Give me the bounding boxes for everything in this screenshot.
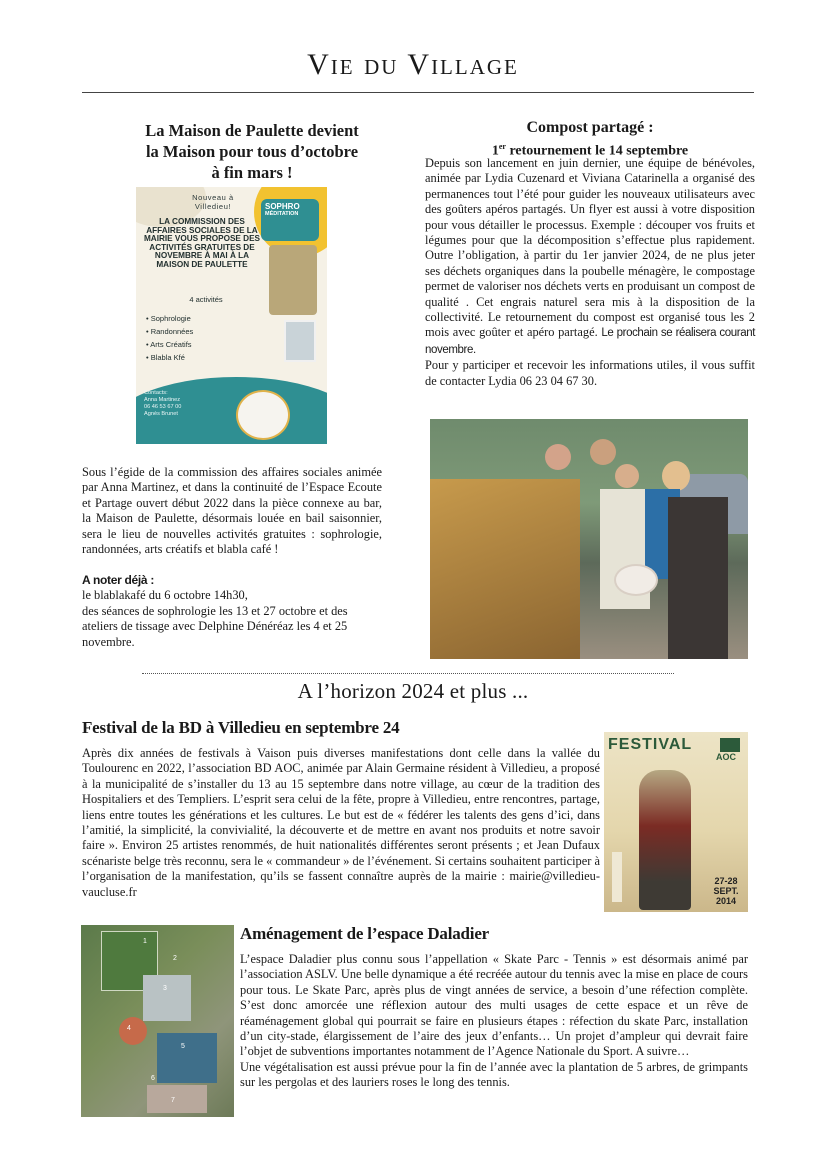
note-line-1: le blablakafé du 6 octobre 14h30, <box>82 588 248 603</box>
note-line-2: des séances de sophrologie les 13 et 27 octobre et des ateliers de tissage avec Delphine Dénéréaz les 4 et 25 novembre. <box>82 603 348 649</box>
flyer-activity-item: • Sophrologie <box>146 314 191 323</box>
poster-title: FESTIVAL <box>608 736 693 753</box>
contact-name-2: Agnès Brunet <box>144 411 178 417</box>
flyer-activity-item: • Blabla Kfé <box>146 353 185 362</box>
compost-paragraph-2: Pour y participer et recevoir les informations utiles, il vous suffit de contacter Lydia 06 23 04 67 30. <box>425 358 755 388</box>
activity-label: Arts Créatifs <box>150 340 192 349</box>
poster-date-year: 2014 <box>715 896 737 906</box>
map-label: 6 <box>151 1075 155 1082</box>
paulette-title-line3: à fin mars ! <box>211 163 293 182</box>
flyer-activity-list <box>146 312 241 364</box>
map-label: 4 <box>127 1025 131 1032</box>
activity-label: Blabla Kfé <box>150 353 185 362</box>
contact-name-1: Anna Martinez <box>144 397 181 403</box>
map-parking <box>147 1085 207 1113</box>
map-label: 5 <box>181 1043 185 1050</box>
map-label: 3 <box>163 985 167 992</box>
poster-column <box>612 852 622 902</box>
activities-flyer <box>136 187 327 444</box>
person-head <box>615 464 639 488</box>
compost-body <box>425 156 755 389</box>
paulette-note <box>82 573 382 650</box>
festival-title: Festival de la BD à Villedieu en septembre 24 <box>82 718 400 737</box>
daladier-body <box>240 952 748 1091</box>
person-head <box>662 461 690 491</box>
map-label: 2 <box>173 955 177 962</box>
person-head <box>545 444 571 470</box>
subtitle-text: retournement le 14 septembre <box>505 143 689 159</box>
festival-poster <box>604 732 748 912</box>
poster-dates <box>706 876 746 906</box>
person-head <box>590 439 616 465</box>
daladier-paragraph-2: Une végétalisation est aussi prévue pour la fin de l’année avec la plantation de 5 arbres, de grimpants sur les pergolas et des lauriers roses le long des tennis. <box>240 1059 748 1090</box>
paulette-body: Sous l’égide de la commission des affaires sociales animée par Anna Martinez, et dans la continuité de l’Espace Ecoute et Partage ouvert début 2022 dans la pièce connexe au bar, la Maison de Paulette, désormais louée en bail saisonnier, sera le lieu de nouvelles activités gratuites : sophrologie, randonnées, arts créatifs et blabla café ! <box>82 465 382 557</box>
poster-logo-icon <box>720 738 740 752</box>
daladier-aerial-map <box>81 925 234 1117</box>
map-tennis-courts <box>157 1033 217 1083</box>
flyer-activity-item: • Arts Créatifs <box>146 340 192 349</box>
activity-label: Randonnées <box>150 327 194 336</box>
poster-aoc: AOC <box>716 752 736 762</box>
horizon-title: A l’horizon 2024 et plus ... <box>297 679 529 703</box>
map-court <box>143 975 191 1021</box>
meditation-label: MÉDITATION <box>265 211 299 217</box>
flyer-activity-item: • Randonnées <box>146 327 194 336</box>
paulette-title <box>82 120 422 183</box>
contact-phone: 06 46 53 67 00 <box>144 404 182 410</box>
daladier-title: Aménagement de l’espace Daladier <box>240 924 490 943</box>
activity-label: Sophrologie <box>150 314 191 323</box>
compost-volunteers-photo <box>430 419 748 659</box>
hikers-photo <box>269 245 317 315</box>
compost-title: Compost partagé : <box>526 119 654 136</box>
poster-date-month: SEPT. <box>713 886 739 896</box>
flyer-badge-line1: Nouveau à <box>192 193 234 202</box>
person-body <box>668 497 728 659</box>
flyer-count: 4 activités <box>189 295 223 304</box>
map-label: 7 <box>171 1097 175 1104</box>
compost-paragraph-1: Depuis son lancement en juin dernier, une équipe de bénévoles, animée par Lydia Cuzenard et Viviana Catarinella a organisé des permanences tout l’été pour guider les nouveaux utilisateurs avec des goûters apéros partagés. Un flyer est aussi à votre disposition pour vous détailler le processus. Exemple : découper vos fruits et légumes pour que la décomposition s’effectue plus rapidement. Outre l’obligation, à partir du 1er janvier 2024, de ne plus jeter ses déchets organiques dans la poubelle ménagère, le compostage permet de valoriser nos déchets verts en produisant un compost de qualité . Cet engrais naturel sera mis à la disposition de la collectivité. Le retournement du compost est organisé tous les 2 mois avec goûter et apéro partagé. <box>425 156 755 340</box>
coffee-cup-icon <box>236 390 290 440</box>
festival-body: Après dix années de festivals à Vaison puis diverses manifestations dont celle dans la vallée du Toulourenc en 2022, l’association BD AOC, animée par Alain Germaine résident à Villedieu, a proposé à la municipalité de s’installer du 13 au 15 septembre dans notre village, au cœur de la tradition des Hospitaliers et des Templiers. L’esprit sera celui de la fête, propre à Villedieu, entre rencontres, partage, liens entre toutes les générations et les cultures. Le but est de « fédérer les talents des gens d’ici, dans l’amitié, la simplicité, la convivialité, la découverte et de mettre en avant nos produits et notre savoir faire ». Environ 25 artistes renommés, de huit nationalités différentes seront présents ; et Jean Dufaux scénariste belge très reconnu, sera le « commandeur » de l’événement. Si certains souhaitent participer à l’organisation de la manifestation, qu’ils se fassent connaître auprès de la mairie : mairie@villedieu-vaucluse.fr <box>82 746 600 899</box>
sophro-label: SOPHRO <box>265 202 300 211</box>
compost-bins <box>430 479 580 659</box>
paulette-title-line2: la Maison pour tous d’octobre <box>145 142 359 161</box>
flyer-badge-line2: Villedieu! <box>194 202 232 211</box>
fruit-bowl <box>614 564 658 596</box>
art-canvas-icon <box>284 320 316 362</box>
poster-knight-figure <box>639 770 691 910</box>
note-title: A noter déjà : <box>82 573 155 587</box>
section-divider <box>142 673 674 674</box>
poster-date-days: 27-28 <box>714 876 738 886</box>
masthead-rule <box>82 92 754 93</box>
daladier-paragraph-1: L’espace Daladier plus connu sous l’appellation « Skate Parc - Tennis » est désormais animé par l’association ASLV. Une belle dynamique a été recréée autour du tennis avec la mise en place de cours pour tous. Le Skate Parc, après plus de vingt années de service, a besoin d’une réfection complète. S’est donc amorcée une réflexion autour des multi usages de cette espace et un rêve de réaménagement global qui pourrait se faire en plusieurs étapes : réfection du skate Parc, installation d’un city-stade, élargissement de l’aire des jeux d’enfants… Un projet d’ampleur qui devrait faire l’objet de subventions importantes notamment de l’Agence Nationale du Sport. A suivre… <box>240 952 748 1059</box>
map-label: 1 <box>143 938 147 945</box>
map-playground <box>119 1017 147 1045</box>
contacts-label: Contacts: <box>144 390 168 396</box>
sophro-badge <box>261 199 319 241</box>
subtitle-number: 1 <box>491 143 499 159</box>
subtitle-ordinal: er <box>498 142 506 151</box>
compost-next-date: Le prochain se réalisera courant novembre. <box>425 327 755 356</box>
flyer-contacts <box>144 390 214 418</box>
flyer-headline: LA COMMISSION DES AFFAIRES SOCIALES DE LA MAIRIE VOUS PROPOSE DES ACTIVITÉS GRATUITES DE NOVEMBRE À MAI À LA MAISON DE PAULETTE <box>143 217 260 269</box>
flyer-badge <box>158 193 268 211</box>
page-masthead: Vie du Village <box>307 48 519 81</box>
paulette-title-line1: La Maison de Paulette devient <box>145 121 359 140</box>
